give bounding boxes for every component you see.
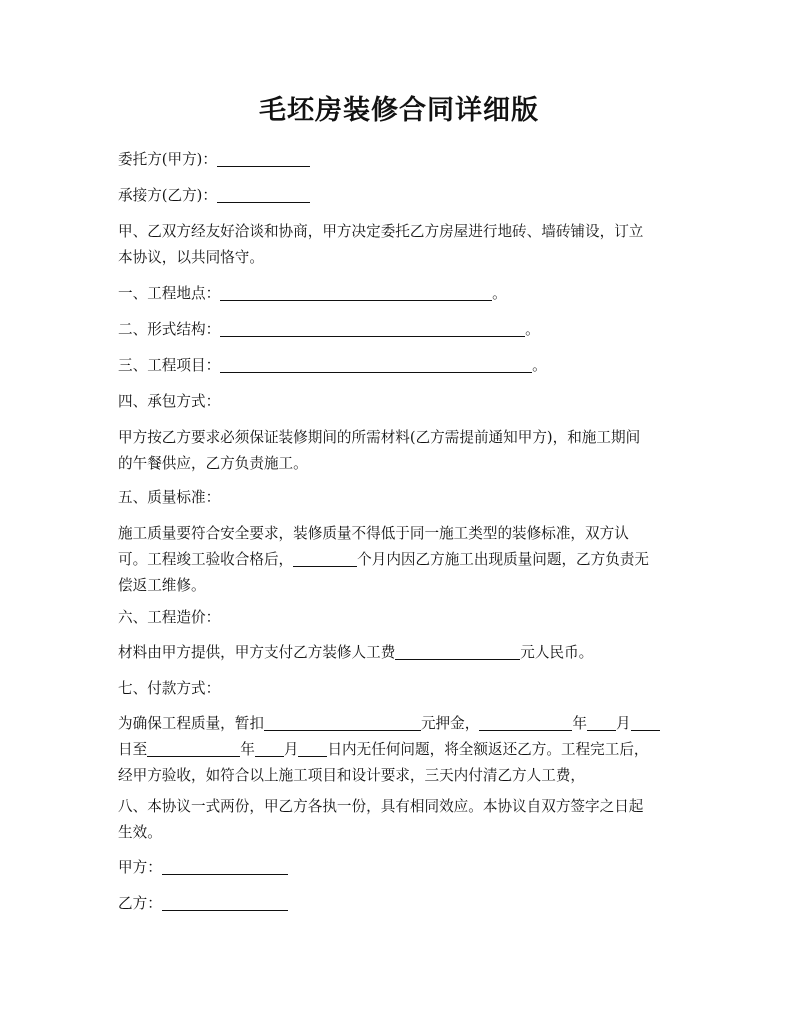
intro-line: 本协议，以共同恪守。 — [118, 249, 264, 266]
payment-text-b: 元押金， — [420, 715, 480, 732]
project-blank — [220, 356, 532, 373]
unit-day: 日 — [327, 741, 343, 758]
paragraph-line: 的午餐供应，乙方负责施工。 — [118, 455, 308, 472]
signature-party-a — [118, 855, 680, 881]
labor-fee-blank — [395, 643, 520, 660]
cost-text-b: 元人民币。 — [520, 644, 594, 661]
paragraph-line: 施工质量要符合安全要求，装修质量不得低于同一施工类型的装修标准，双方认 — [118, 525, 629, 542]
paragraph-line: 八、本协议一式两份，甲乙方各执一份，具有相同效应。本协议自双方签字之日起 — [118, 798, 644, 815]
section-quality-heading: 五、质量标准： — [118, 489, 221, 506]
party-b-label: 承接方(乙方)： — [118, 187, 217, 204]
party-a-line — [118, 147, 680, 173]
unit-year: 年 — [572, 715, 587, 732]
cost-text-a: 材料由甲方提供，甲方支付乙方装修人工费 — [118, 644, 396, 661]
paragraph-line: 经甲方验收，如符合以上施工项目和设计要求，三天内付清乙方人工费， — [118, 767, 586, 784]
start-day-blank — [631, 714, 660, 731]
section-contract-mode-body — [118, 425, 680, 477]
section-cost-heading: 六、工程造价： — [118, 609, 221, 626]
section-location-end: 。 — [492, 285, 507, 302]
paragraph-line: 偿返工维修。 — [118, 577, 206, 594]
signature-a-blank — [162, 858, 288, 875]
section-structure — [118, 317, 680, 343]
section-structure-end: 。 — [525, 321, 540, 338]
payment-to: 至 — [132, 741, 148, 758]
section-cost-body — [118, 640, 680, 666]
section-location-label: 一、工程地点： — [118, 285, 221, 302]
document-title: 毛坯房装修合同详细版 — [259, 95, 539, 126]
section-project-end: 。 — [532, 357, 547, 374]
section-contract-mode-heading: 四、承包方式： — [118, 393, 221, 410]
start-year-blank — [479, 714, 572, 731]
structure-blank — [220, 320, 525, 337]
party-b-blank — [217, 186, 310, 203]
section-location — [118, 281, 680, 307]
section-project — [118, 353, 680, 379]
quality-text-b: 个月内因乙方施工出现质量问题，乙方负责无 — [357, 551, 650, 568]
party-a-blank — [217, 150, 310, 167]
signature-b-blank — [162, 894, 288, 911]
start-month-blank — [587, 714, 616, 731]
signature-b-label: 乙方： — [118, 895, 162, 912]
unit-year: 年 — [240, 741, 255, 758]
unit-month: 月 — [615, 715, 631, 732]
payment-text-a: 为确保工程质量，暂扣 — [118, 715, 264, 732]
signature-a-label: 甲方： — [118, 859, 162, 876]
section-agreement — [118, 794, 680, 846]
unit-day: 日 — [118, 741, 133, 758]
paragraph-line: 生效。 — [118, 824, 162, 841]
payment-tail: 内无任何问题，将全额返还乙方。工程完工后， — [342, 741, 649, 758]
section-payment-heading: 七、付款方式： — [118, 680, 221, 697]
quality-text-a: 可。工程竣工验收合格后， — [118, 551, 294, 568]
signature-party-b — [118, 891, 680, 917]
section-payment-body — [118, 711, 680, 789]
unit-month: 月 — [283, 741, 299, 758]
intro-paragraph — [118, 219, 680, 271]
months-blank — [293, 550, 357, 567]
deposit-blank — [264, 714, 421, 731]
paragraph-line — [118, 711, 680, 737]
end-day-blank — [298, 740, 327, 757]
location-blank — [220, 284, 492, 301]
intro-line: 甲、乙双方经友好洽谈和协商，甲方决定委托乙方房屋进行地砖、墙砖铺设，订立 — [118, 223, 644, 240]
section-structure-label: 二、形式结构： — [118, 321, 221, 338]
paragraph-line — [118, 737, 680, 763]
section-project-label: 三、工程项目： — [118, 357, 221, 374]
party-b-line — [118, 183, 680, 209]
party-a-label: 委托方(甲方)： — [118, 151, 217, 168]
end-year-blank — [147, 740, 240, 757]
section-quality-body — [118, 521, 680, 599]
paragraph-line: 甲方按乙方要求必须保证装修期间的所需材料(乙方需提前通知甲方)，和施工期间 — [118, 429, 641, 446]
paragraph-line — [118, 547, 680, 573]
end-month-blank — [255, 740, 284, 757]
